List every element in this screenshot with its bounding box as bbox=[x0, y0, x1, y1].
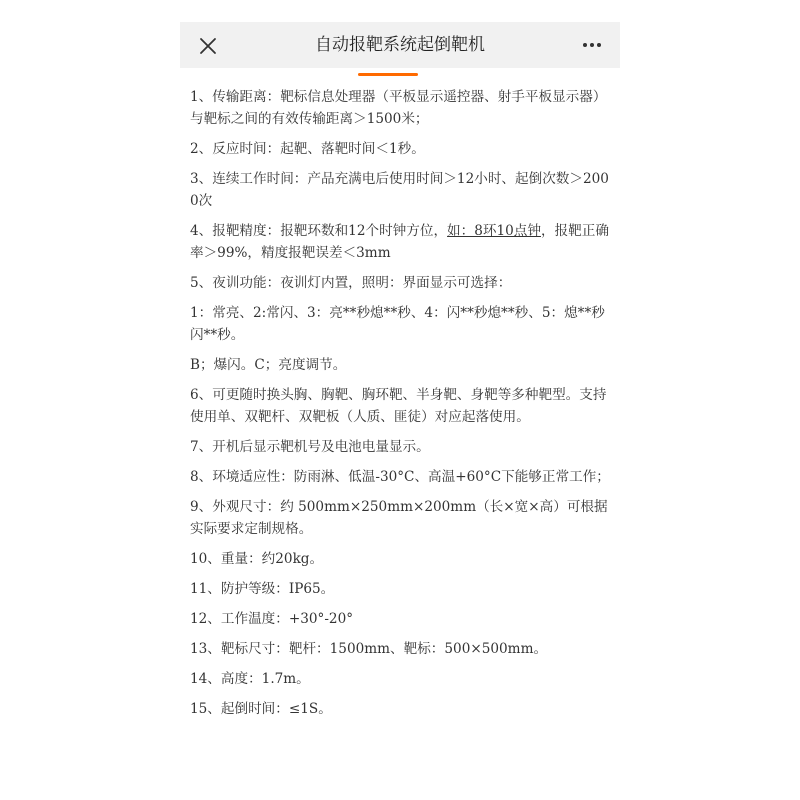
close-button[interactable] bbox=[194, 32, 222, 60]
spec-item: 14、高度：1.7m。 bbox=[190, 671, 310, 687]
spec-item: 7、开机后显示靶机号及电池电量显示。 bbox=[190, 439, 430, 455]
spec-item: 1：常亮、2:常闪、3：亮**秒熄**秒、4：闪**秒熄**秒、5：熄**秒闪**秒。 bbox=[190, 305, 605, 343]
spec-item: B；爆闪。C；亮度调节。 bbox=[190, 357, 347, 373]
spec-item: 8、环境适应性：防雨淋、低温-30°C、高温+60°C下能够正常工作； bbox=[190, 469, 610, 485]
spec-item: 10、重量：约20kg。 bbox=[190, 551, 324, 567]
spec-item: 5、夜训功能：夜训灯内置，照明：界面显示可选择： bbox=[190, 275, 512, 291]
more-icon-dot bbox=[597, 43, 601, 47]
page-title: 自动报靶系统起倒靶机 bbox=[315, 35, 485, 55]
more-icon-dot bbox=[583, 43, 587, 47]
spec-item: 1、传输距离：靶标信息处理器（平板显示遥控器、射手平板显示器）与靶标之间的有效传输距离＞1500米； bbox=[190, 89, 607, 127]
more-icon-dot bbox=[590, 43, 594, 47]
spec-text: 4、报靶精度：报靶环数和12个时钟方位， bbox=[190, 223, 448, 239]
article-content bbox=[190, 86, 615, 722]
more-options-button[interactable] bbox=[578, 34, 606, 56]
spec-item-accuracy bbox=[190, 220, 615, 264]
spec-item: 3、连续工作时间：产品充满电后使用时间＞12小时、起倒次数＞2000次 bbox=[190, 171, 609, 209]
top-navigation-bar bbox=[180, 22, 620, 68]
spec-item: 9、外观尺寸：约 500mm×250mm×200mm（长×宽×高）可根据实际要求定制规格。 bbox=[190, 499, 608, 537]
underlined-example: 如：8环10点钟 bbox=[447, 223, 541, 239]
active-tab-indicator bbox=[358, 73, 418, 76]
spec-item: 12、工作温度：+30°-20° bbox=[190, 611, 354, 627]
spec-item: 11、防护等级：IP65。 bbox=[190, 581, 335, 597]
close-icon bbox=[199, 37, 217, 55]
phone-screen bbox=[180, 22, 620, 722]
spec-item: 6、可更随时换头胸、胸靶、胸环靶、半身靶、身靶等多种靶型。支持使用单、双靶杆、双靶板（人质、匪徒）对应起落使用。 bbox=[190, 387, 607, 425]
spec-text: ，报靶正确率＞99%，精度报靶误差＜3mm bbox=[190, 223, 609, 261]
spec-item: 15、起倒时间：≤1S。 bbox=[190, 701, 332, 717]
spec-item: 2、反应时间：起靶、落靶时间＜1秒。 bbox=[190, 141, 425, 157]
spec-item: 13、靶标尺寸：靶杆：1500mm、靶标：500×500mm。 bbox=[190, 641, 548, 657]
